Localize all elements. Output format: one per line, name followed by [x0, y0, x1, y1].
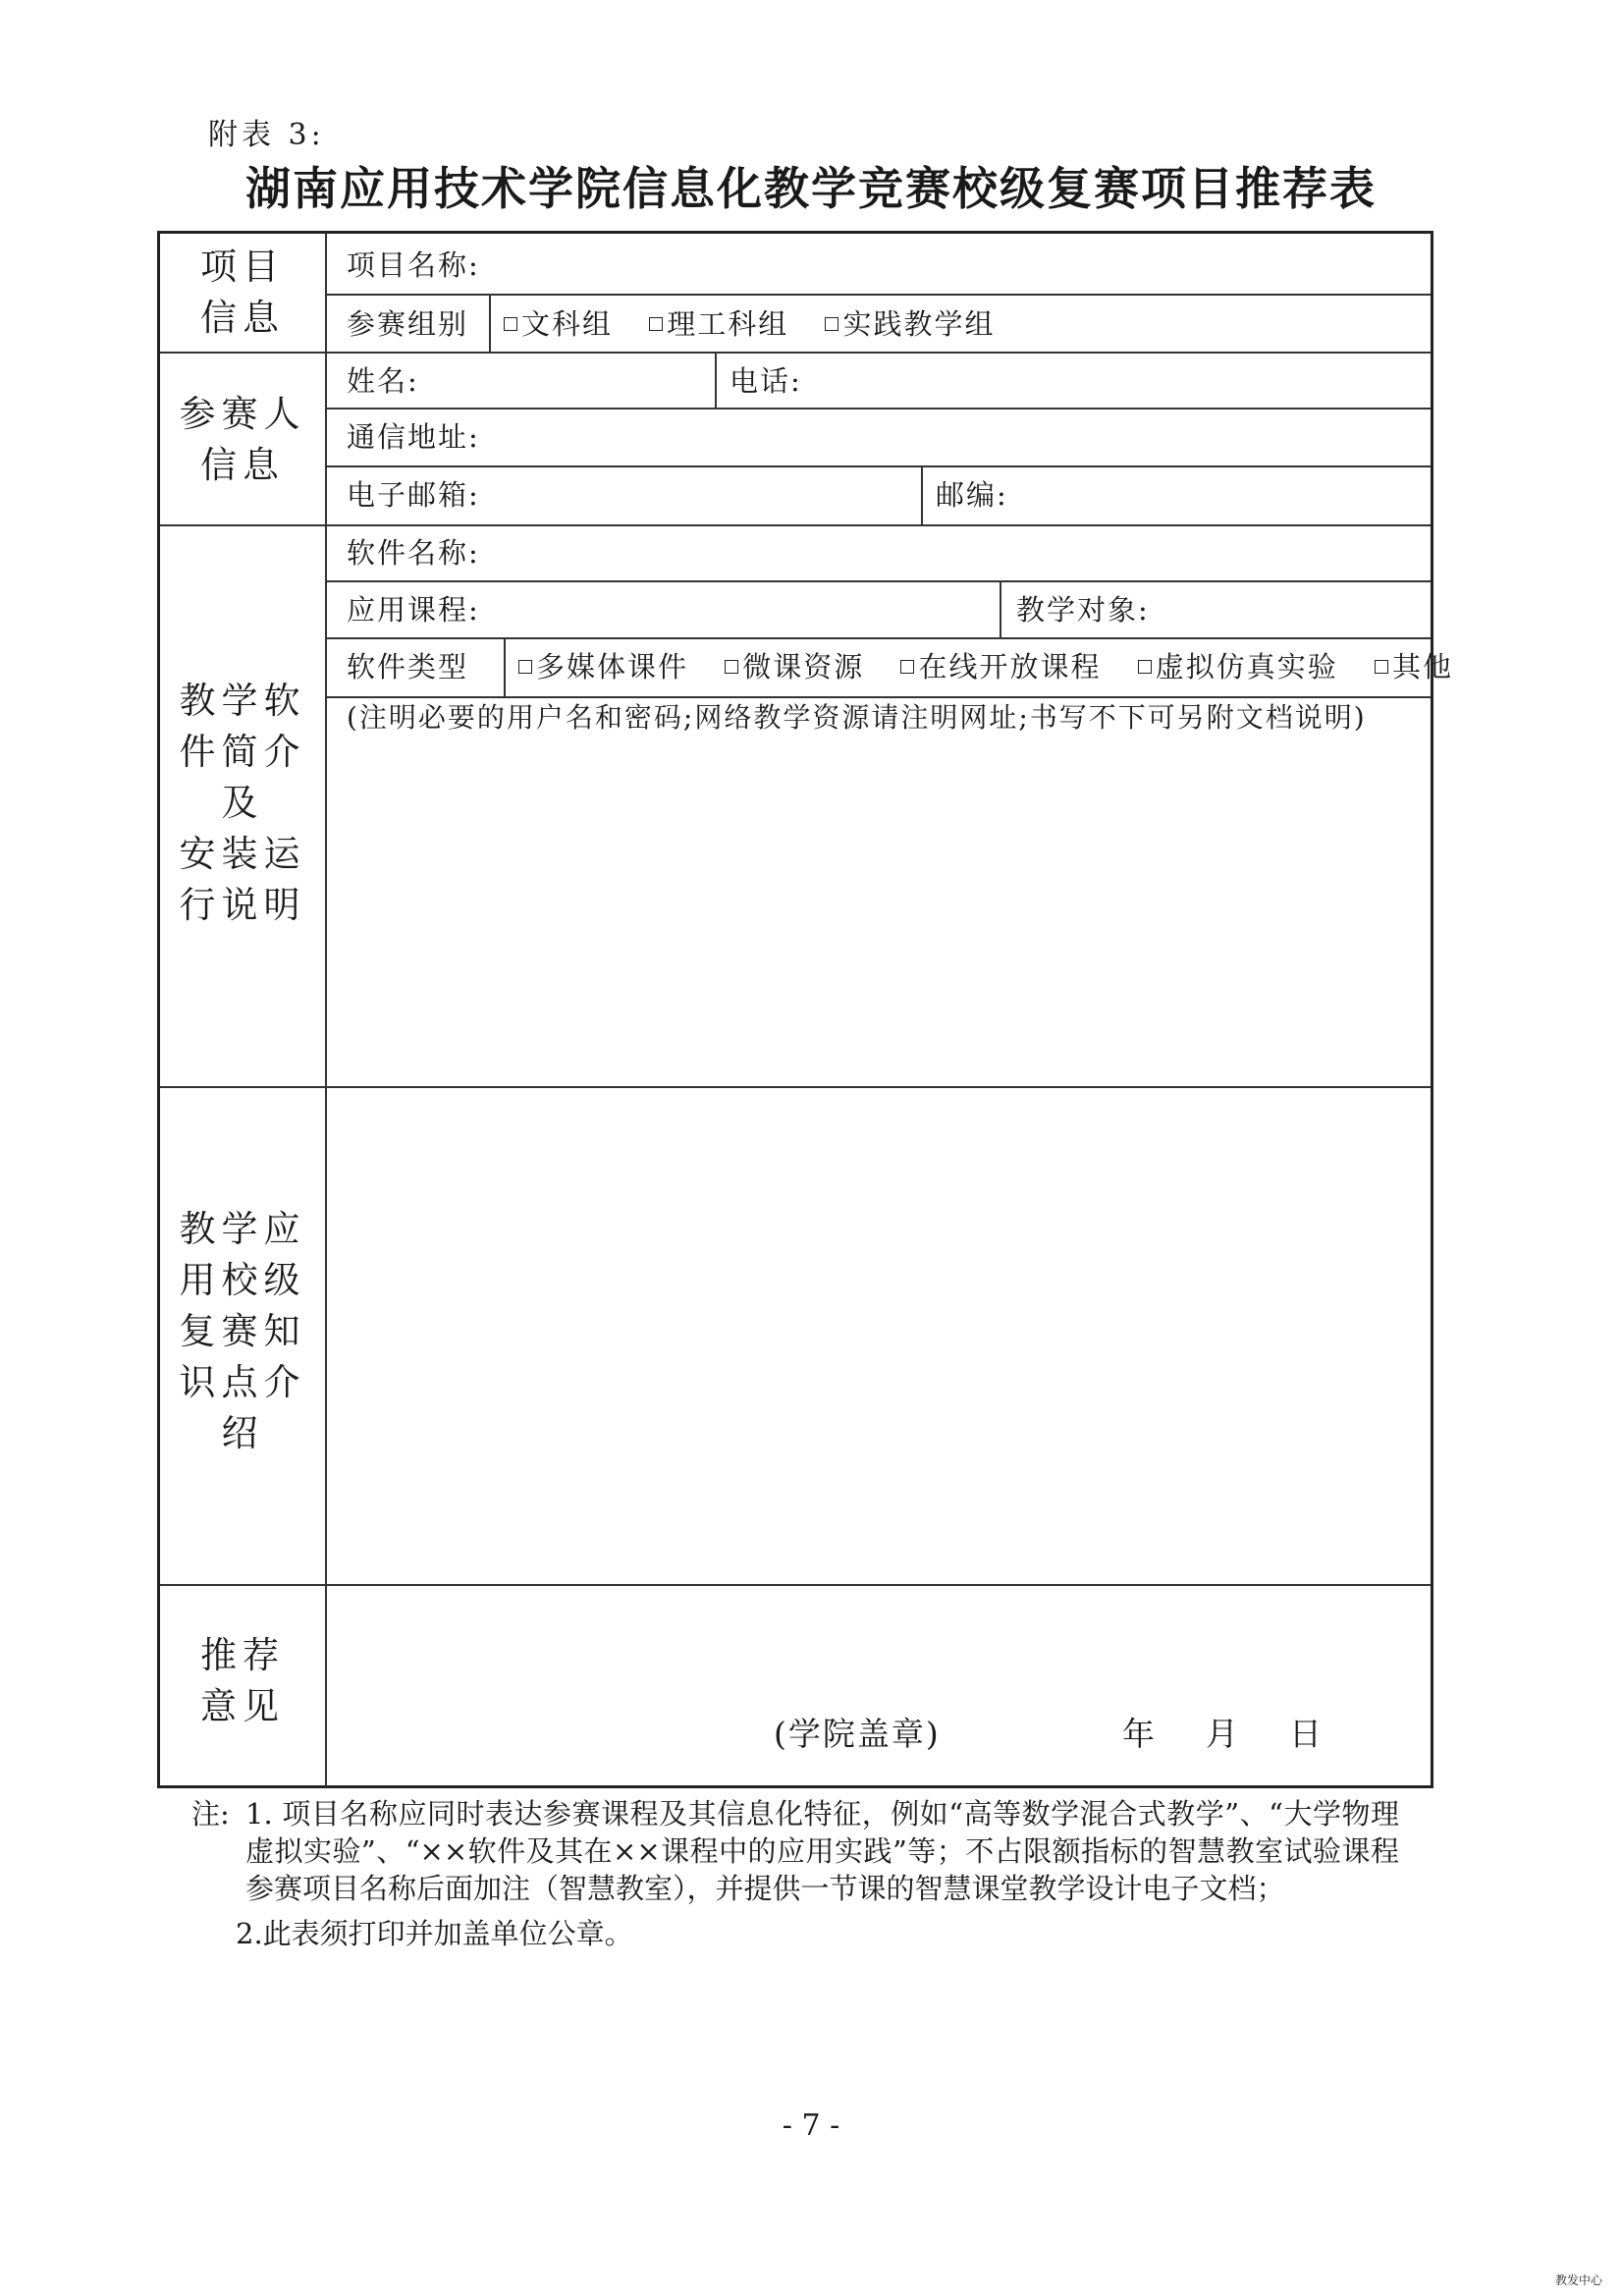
cell-divider — [1000, 580, 1001, 637]
option-online-course[interactable] — [900, 647, 1101, 686]
day-label: 日 — [1289, 1715, 1324, 1753]
seal-label: (学院盖章) — [774, 1715, 941, 1753]
section-divider — [160, 352, 1431, 354]
participant-name-label: 姓名: — [347, 364, 419, 398]
recommendation-form — [157, 231, 1453, 1788]
software-name-label: 软件名称: — [347, 536, 480, 570]
row-divider — [325, 465, 1431, 467]
option-liberal-arts[interactable] — [504, 304, 613, 344]
option-practice-teaching[interactable] — [825, 304, 995, 344]
option-label: 文科组 — [521, 307, 614, 341]
software-type-options — [518, 647, 1453, 686]
option-virtual-simulation[interactable] — [1138, 647, 1338, 686]
checkbox-icon[interactable] — [1375, 660, 1388, 674]
option-label: 多媒体课件 — [536, 650, 689, 683]
project-name-label: 项目名称: — [347, 248, 480, 282]
row-divider — [325, 637, 1431, 639]
note-2-text: 2.此表须打印并加盖单位公章。 — [236, 1917, 633, 1950]
option-label: 在线开放课程 — [918, 650, 1102, 683]
note-1 — [191, 1795, 1399, 1907]
checkbox-icon[interactable] — [1138, 660, 1152, 674]
year-label: 年 — [1122, 1715, 1157, 1753]
checkbox-icon[interactable] — [518, 660, 532, 674]
label-text: 推荐 意见 — [200, 1634, 285, 1727]
section-label-recommendation — [160, 1630, 325, 1732]
note-1-text: 1. 项目名称应同时表达参赛课程及其信息化特征，例如“高等数学混合式教学”、“大学物理虚拟实验”、“××软件及其在××课程中的应用实践”等；不占限额指标的智慧教室试验课程参赛项目名称后面加注（智慧教室），并提供一节课的智慧课堂教学设计电子文档； — [245, 1797, 1399, 1905]
postcode-label: 邮编: — [936, 478, 1008, 512]
section-divider — [160, 1086, 1431, 1088]
option-other[interactable] — [1375, 647, 1453, 686]
target-label: 教学对象: — [1016, 593, 1150, 627]
software-instructions: (注明必要的用户名和密码;网络教学资源请注明网址;书写不下可另附文档说明) — [347, 701, 1367, 734]
phone-label: 电话: — [730, 364, 802, 398]
section-label-software-intro — [160, 676, 325, 931]
label-text: 项目 信息 — [200, 246, 285, 339]
software-type-label: 软件类型 — [347, 650, 469, 683]
option-label: 其他 — [1391, 650, 1453, 683]
label-text: 教学应 用校级 复赛知 识点介 绍 — [179, 1208, 306, 1454]
section-label-participant-info — [160, 389, 325, 491]
checkbox-icon[interactable] — [649, 317, 663, 331]
option-science-engineering[interactable] — [649, 304, 788, 344]
cell-divider — [489, 294, 491, 352]
document-title: 湖南应用技术学院信息化教学竞赛校级复赛项目推荐表 — [245, 162, 1377, 215]
checkbox-icon[interactable] — [900, 660, 914, 674]
row-divider — [325, 580, 1431, 582]
month-label: 月 — [1206, 1715, 1240, 1753]
option-label: 实践教学组 — [842, 307, 996, 341]
course-label: 应用课程: — [347, 593, 480, 627]
section-divider — [160, 524, 1431, 526]
label-text: 参赛人 信息 — [179, 393, 306, 486]
row-divider — [325, 408, 1431, 410]
label-text: 教学软 件简介 及 安装运 行说明 — [179, 680, 306, 926]
group-label: 参赛组别 — [347, 307, 469, 341]
cell-divider — [504, 637, 506, 696]
email-label: 电子邮箱: — [347, 478, 480, 512]
label-column-divider — [325, 234, 327, 1787]
checkbox-icon[interactable] — [504, 317, 517, 331]
option-multimedia[interactable] — [518, 647, 688, 686]
option-label: 虚拟仿真实验 — [1155, 650, 1338, 683]
option-micro-course[interactable] — [725, 647, 864, 686]
address-label: 通信地址: — [347, 420, 480, 454]
page-number: - 7 - — [782, 2108, 840, 2143]
cell-divider — [921, 465, 923, 524]
option-label: 微课资源 — [742, 650, 865, 683]
checkbox-icon[interactable] — [725, 660, 738, 674]
notes-lead: 注: — [191, 1797, 230, 1831]
checkbox-icon[interactable] — [825, 317, 838, 331]
section-label-project-info — [160, 242, 325, 344]
section-divider — [160, 1584, 1431, 1586]
option-label: 理工科组 — [667, 307, 789, 341]
group-options — [504, 304, 1020, 344]
notes — [191, 1795, 1399, 1952]
annex-label: 附表 3: — [208, 118, 325, 152]
cell-divider — [715, 352, 717, 408]
section-label-knowledge-intro — [160, 1204, 325, 1459]
footer-mark: 教发中心 — [1555, 2273, 1603, 2287]
